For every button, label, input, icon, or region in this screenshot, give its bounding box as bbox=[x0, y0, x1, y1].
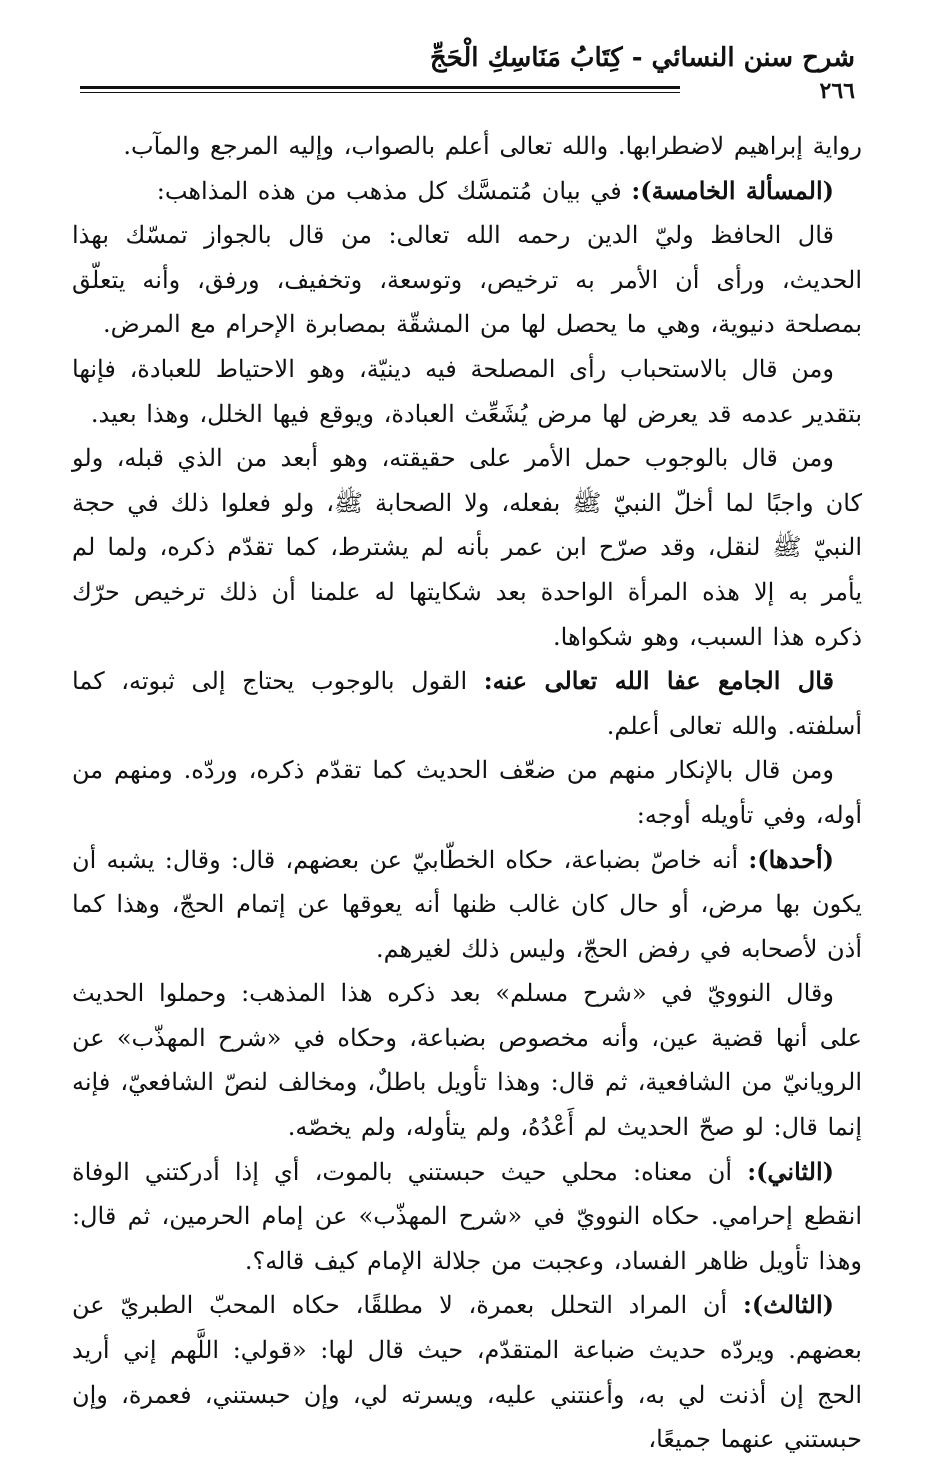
page-header bbox=[80, 38, 855, 104]
paragraph bbox=[72, 1283, 862, 1461]
paragraph-text: ومن قال بالوجوب حمل الأمر على حقيقته، وهو أبعد من الذي قبله، ولو كان واجبًا لما أخلّ النبيّ ﷺ بفعله، ولا الصحابة ﷺ، ولو فعلوا ذلك في حجة النبيّ ﷺ لنقل، وقد صرّح ابن عمر بأنه لم يشترط، كما تقدّم ذكره، ولما لم يأمر به إلا هذه المرأة الواحدة بعد شكايتها له علمنا أن ذلك ترخيص حرّك ذكره هذا السبب، وهو شكواها. bbox=[72, 444, 862, 651]
running-head-title: شرح سنن النسائي - كِتَابُ مَنَاسِكِ الْحَجِّ bbox=[429, 43, 855, 73]
paragraph-text: في بيان مُتمسَّك كل مذهب من هذه المذاهب: bbox=[156, 176, 632, 205]
paragraph-text: وقال النوويّ في «شرح مسلم» بعد ذكره هذا المذهب: وحملوا الحديث على أنها قضية عين، وأنه مخصوص بضباعة، وحكاه في «شرح المهذّب» عن الرويانيّ من الشافعية، ثم قال: وهذا تأويل باطلٌ، ومخالف لنصّ الشافعيّ، فإنه إنما قال: لو صحّ الحديث لم أَعْدُهُ، ولم يتأوله، ولم يخصّه. bbox=[72, 979, 863, 1142]
paragraph bbox=[72, 1150, 862, 1284]
section-heading-fifth-issue: (المسألة الخامسة): bbox=[631, 175, 834, 205]
compiler-remark-lead: قال الجامع عفا الله تعالى عنه: bbox=[483, 666, 835, 696]
paragraph bbox=[72, 436, 862, 659]
page-body bbox=[72, 124, 863, 1454]
paragraph-text: أن المراد التحلل بعمرة، لا مطلقًا، حكاه المحبّ الطبريّ عن بعضهم. ويردّه حديث ضباعة المتقدّم، حيث قال لها: «قولي: اللَّهم إني أريد الحج إن أذنت لي به، وأعنتني عليه، ويسرته لي، وإن حبستني، فعمرة، وإن حبستني عنهما جميعًا، bbox=[72, 1291, 862, 1454]
header-rule-thin bbox=[80, 92, 680, 93]
paragraph-text: القول بالوجوب يحتاج إلى ثبوته، كما أسلفته. والله تعالى أعلم. bbox=[72, 667, 862, 740]
paragraph bbox=[72, 124, 862, 169]
paragraph-text: أن معناه: محلي حيث حبستني بالموت، أي إذا أدركتني الوفاة انقطع إحرامي. حكاه النوويّ في «شرح المهذّب» عن إمام الحرمين، ثم قال: وهذا تأويل ظاهر الفساد، وعجبت من جلالة الإمام كيف قاله؟. bbox=[72, 1157, 862, 1275]
paragraph-text: ومن قال بالاستحباب رأى المصلحة فيه دينيّة، وهو الاحتياط للعبادة، فإنها بتقدير عدمه قد يعرض لها مرض يُشَعِّث العبادة، ويوقع فيها الخلل، وهذا بعيد. bbox=[72, 354, 862, 428]
page-number: ٢٦٦ bbox=[819, 78, 855, 104]
paragraph-text: ومن قال بالإنكار منهم من ضعّف الحديث كما تقدّم ذكره، وردّه. ومنهم من أوله، وفي تأويله أوجه: bbox=[72, 756, 862, 829]
paragraph-text: أنه خاصّ بضباعة، حكاه الخطّابيّ عن بعضهم، قال: وقال: يشبه أن يكون بها مرض، أو حال كان غالب ظنها أنه يعوقها عن إتمام الحجّ، وهذا كما أذن لأصحابه في رفض الحجّ، وليس ذلك لغيرهم. bbox=[72, 845, 862, 963]
paragraph-text: رواية إبراهيم لاضطرابها. والله تعالى أعلم بالصواب، وإليه المرجع والمآب. bbox=[123, 132, 862, 160]
paragraph bbox=[72, 213, 862, 347]
point-heading-first: (أحدها): bbox=[748, 844, 834, 874]
paragraph bbox=[72, 659, 862, 748]
header-rule-thick bbox=[80, 86, 680, 89]
paragraph bbox=[72, 971, 862, 1149]
paragraph-text: قال الحافظ وليّ الدين رحمه الله تعالى: من قال بالجواز تمسّك بهذا الحديث، ورأى أن الأمر به ترخيص، وتوسعة، وتخفيف، ورفق، وأنه يتعلّق بمصلحة دنيوية، وهي ما يحصل لها من المشقّة بمصابرة الإحرام مع المرض. bbox=[72, 221, 862, 339]
paragraph bbox=[72, 748, 862, 837]
point-heading-third: (الثالث): bbox=[743, 1290, 834, 1320]
point-heading-second: (الثاني): bbox=[747, 1156, 834, 1186]
paragraph bbox=[72, 347, 862, 436]
paragraph bbox=[72, 838, 862, 972]
paragraph bbox=[72, 169, 862, 214]
